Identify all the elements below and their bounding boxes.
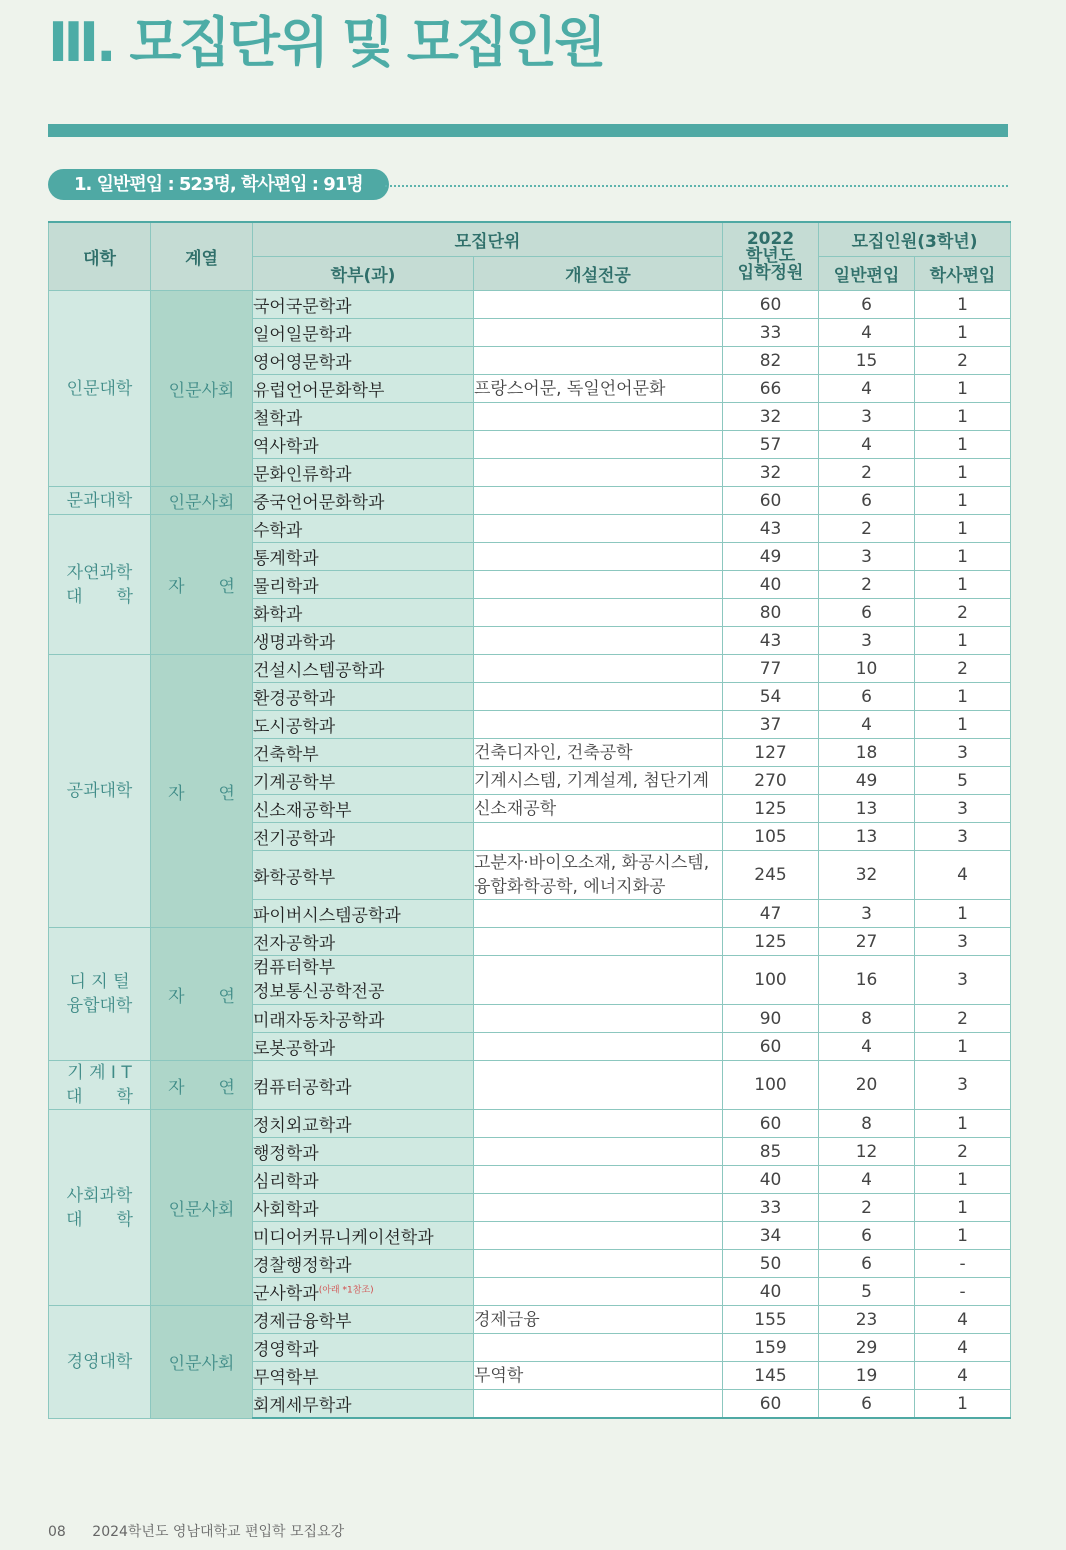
college-cell-line: 대 학 <box>66 1087 133 1107</box>
dept-cell: 영어영문학과 <box>253 347 474 375</box>
dept-cell: 파이버시스템공학과 <box>253 900 474 928</box>
capacity-cell: 40 <box>723 1166 819 1194</box>
capacity-cell: 40 <box>723 1278 819 1306</box>
major-cell <box>474 1334 723 1362</box>
bachelor-quota-cell: 2 <box>915 1005 1011 1033</box>
bachelor-quota-cell: 1 <box>915 900 1011 928</box>
field-cell: 인문사회 <box>151 487 253 515</box>
general-quota-cell: 3 <box>819 900 915 928</box>
bachelor-quota-cell: 2 <box>915 347 1011 375</box>
capacity-cell: 43 <box>723 627 819 655</box>
capacity-cell: 245 <box>723 851 819 900</box>
dept-cell: 미래자동차공학과 <box>253 1005 474 1033</box>
bachelor-quota-cell: 1 <box>915 627 1011 655</box>
major-cell <box>474 403 723 431</box>
dept-cell: 전자공학과 <box>253 928 474 956</box>
general-quota-cell: 6 <box>819 1390 915 1419</box>
bachelor-quota-cell: 3 <box>915 1061 1011 1110</box>
dept-cell <box>253 956 474 1005</box>
page-footer <box>48 1521 344 1541</box>
major-cell <box>474 487 723 515</box>
general-quota-cell: 8 <box>819 1110 915 1138</box>
admission-quota-table <box>48 221 1011 1419</box>
bachelor-quota-cell: - <box>915 1250 1011 1278</box>
capacity-cell: 54 <box>723 683 819 711</box>
major-cell <box>474 1033 723 1061</box>
dept-cell: 환경공학과 <box>253 683 474 711</box>
dept-cell: 건축학부 <box>253 739 474 767</box>
major-cell: 신소재공학 <box>474 795 723 823</box>
table-row <box>49 1110 1011 1138</box>
general-quota-cell: 12 <box>819 1138 915 1166</box>
general-quota-cell: 3 <box>819 543 915 571</box>
capacity-cell: 105 <box>723 823 819 851</box>
major-cell <box>474 655 723 683</box>
bachelor-quota-cell: 2 <box>915 1138 1011 1166</box>
header-field: 계열 <box>151 222 253 291</box>
major-cell: 프랑스어문, 독일언어문화 <box>474 375 723 403</box>
general-quota-cell: 13 <box>819 795 915 823</box>
footnote-ref: (아래 *1참조) <box>318 1285 374 1296</box>
bachelor-quota-cell: 3 <box>915 823 1011 851</box>
dept-cell: 일어일문학과 <box>253 319 474 347</box>
bachelor-quota-cell: 1 <box>915 515 1011 543</box>
header-dept: 학부(과) <box>253 257 474 291</box>
major-cell <box>474 459 723 487</box>
major-cell <box>474 711 723 739</box>
capacity-cell: 85 <box>723 1138 819 1166</box>
major-cell <box>474 1390 723 1419</box>
general-quota-cell: 4 <box>819 1033 915 1061</box>
dept-cell: 중국언어문화학과 <box>253 487 474 515</box>
dept-cell: 역사학과 <box>253 431 474 459</box>
bachelor-quota-cell: 1 <box>915 571 1011 599</box>
bachelor-quota-cell: 3 <box>915 956 1011 1005</box>
college-cell-line: 디 지 털 <box>69 972 130 992</box>
general-quota-cell: 2 <box>819 515 915 543</box>
major-cell <box>474 1250 723 1278</box>
table-row <box>49 1061 1011 1110</box>
dept-cell: 물리학과 <box>253 571 474 599</box>
table-row <box>49 928 1011 956</box>
dept-cell: 컴퓨터공학과 <box>253 1061 474 1110</box>
header-college: 대학 <box>49 222 151 291</box>
major-cell <box>474 1061 723 1110</box>
general-quota-cell: 6 <box>819 291 915 319</box>
general-quota-cell: 23 <box>819 1306 915 1334</box>
capacity-cell: 57 <box>723 431 819 459</box>
capacity-cell: 82 <box>723 347 819 375</box>
college-cell <box>49 1110 151 1306</box>
general-quota-cell: 6 <box>819 599 915 627</box>
major-cell-line: 융합화학공학, 에너지화공 <box>474 877 666 897</box>
page-title: Ⅲ. 모집단위 및 모집인원 <box>48 11 604 74</box>
bachelor-quota-cell: 4 <box>915 1306 1011 1334</box>
major-cell <box>474 683 723 711</box>
general-quota-cell: 8 <box>819 1005 915 1033</box>
bachelor-quota-cell: 1 <box>915 1222 1011 1250</box>
dept-label: 군사학과 <box>253 1284 319 1304</box>
major-cell <box>474 1278 723 1306</box>
bachelor-quota-cell: 1 <box>915 683 1011 711</box>
general-quota-cell: 6 <box>819 1222 915 1250</box>
capacity-cell: 60 <box>723 291 819 319</box>
dept-cell: 신소재공학부 <box>253 795 474 823</box>
major-cell: 건축디자인, 건축공학 <box>474 739 723 767</box>
bachelor-quota-cell: 1 <box>915 403 1011 431</box>
major-cell <box>474 627 723 655</box>
capacity-cell: 155 <box>723 1306 819 1334</box>
bachelor-quota-cell: 1 <box>915 1194 1011 1222</box>
general-quota-cell: 13 <box>819 823 915 851</box>
bachelor-quota-cell: 4 <box>915 851 1011 900</box>
dept-cell: 생명과학과 <box>253 627 474 655</box>
dept-cell: 행정학과 <box>253 1138 474 1166</box>
header-general: 일반편입 <box>819 257 915 291</box>
college-cell-line: 공과대학 <box>66 781 133 801</box>
major-cell <box>474 956 723 1005</box>
dept-cell: 미디어커뮤니케이션학과 <box>253 1222 474 1250</box>
capacity-cell: 159 <box>723 1334 819 1362</box>
header-capacity-line3: 입학정원 <box>737 263 804 283</box>
capacity-cell: 145 <box>723 1362 819 1390</box>
major-cell <box>474 823 723 851</box>
header-capacity-line2: 학년도 <box>745 246 796 266</box>
general-quota-cell: 6 <box>819 487 915 515</box>
general-quota-cell: 4 <box>819 319 915 347</box>
page-number: 08 <box>48 1524 66 1540</box>
dept-cell: 경영학과 <box>253 1334 474 1362</box>
capacity-cell: 32 <box>723 403 819 431</box>
bachelor-quota-cell: 1 <box>915 431 1011 459</box>
major-cell: 기계시스템, 기계설계, 첨단기계 <box>474 767 723 795</box>
dept-cell: 회계세무학과 <box>253 1390 474 1419</box>
bachelor-quota-cell: 1 <box>915 487 1011 515</box>
major-cell <box>474 431 723 459</box>
capacity-cell: 270 <box>723 767 819 795</box>
field-cell: 자 연 <box>151 1061 253 1110</box>
field-cell: 인문사회 <box>151 1306 253 1419</box>
general-quota-cell: 20 <box>819 1061 915 1110</box>
capacity-cell: 43 <box>723 515 819 543</box>
dept-cell: 로봇공학과 <box>253 1033 474 1061</box>
table-row <box>49 655 1011 683</box>
general-quota-cell: 5 <box>819 1278 915 1306</box>
bachelor-quota-cell: 2 <box>915 655 1011 683</box>
bachelor-quota-cell: 1 <box>915 543 1011 571</box>
field-cell: 자 연 <box>151 655 253 928</box>
major-cell <box>474 1005 723 1033</box>
college-cell-line: 문과대학 <box>66 490 133 511</box>
general-quota-cell: 10 <box>819 655 915 683</box>
bachelor-quota-cell: 1 <box>915 459 1011 487</box>
dept-cell: 무역학부 <box>253 1362 474 1390</box>
table-row <box>49 515 1011 543</box>
capacity-cell: 77 <box>723 655 819 683</box>
major-cell <box>474 1194 723 1222</box>
capacity-cell: 90 <box>723 1005 819 1033</box>
dept-cell-line: 정보통신공학전공 <box>253 982 385 1002</box>
major-cell <box>474 1166 723 1194</box>
bachelor-quota-cell: 1 <box>915 319 1011 347</box>
capacity-cell: 47 <box>723 900 819 928</box>
general-quota-cell: 27 <box>819 928 915 956</box>
bachelor-quota-cell: 2 <box>915 599 1011 627</box>
general-quota-cell: 4 <box>819 711 915 739</box>
field-cell: 인문사회 <box>151 291 253 487</box>
major-cell <box>474 515 723 543</box>
title-divider-bar <box>48 124 1008 137</box>
field-cell: 인문사회 <box>151 1110 253 1306</box>
dept-cell: 전기공학과 <box>253 823 474 851</box>
general-quota-cell: 6 <box>819 683 915 711</box>
college-cell-line: 융합대학 <box>66 996 133 1016</box>
section-title: 1. 일반편입 : 523명, 학사편입 : 91명 <box>48 169 389 200</box>
general-quota-cell: 2 <box>819 459 915 487</box>
dept-cell: 문화인류학과 <box>253 459 474 487</box>
capacity-cell: 100 <box>723 956 819 1005</box>
capacity-cell: 34 <box>723 1222 819 1250</box>
capacity-cell: 33 <box>723 1194 819 1222</box>
college-cell-line: 대 학 <box>66 586 133 607</box>
header-capacity-year: 2022 <box>746 229 795 249</box>
capacity-cell: 33 <box>723 319 819 347</box>
field-cell: 자 연 <box>151 515 253 655</box>
capacity-cell: 60 <box>723 1390 819 1419</box>
capacity-cell: 127 <box>723 739 819 767</box>
major-cell: 경제금융 <box>474 1306 723 1334</box>
bachelor-quota-cell: 3 <box>915 795 1011 823</box>
table-row <box>49 1306 1011 1334</box>
major-cell: 무역학 <box>474 1362 723 1390</box>
major-cell-line: 고분자·바이오소재, 화공시스템, <box>474 853 710 873</box>
capacity-cell: 49 <box>723 543 819 571</box>
capacity-cell: 60 <box>723 487 819 515</box>
major-cell <box>474 1222 723 1250</box>
dept-cell-line: 컴퓨터학부 <box>253 958 336 978</box>
college-cell <box>49 1061 151 1110</box>
major-cell <box>474 319 723 347</box>
table-row <box>49 487 1011 515</box>
bachelor-quota-cell: 1 <box>915 1033 1011 1061</box>
capacity-cell: 80 <box>723 599 819 627</box>
college-cell <box>49 928 151 1061</box>
dept-cell: 철학과 <box>253 403 474 431</box>
capacity-cell: 100 <box>723 1061 819 1110</box>
general-quota-cell: 3 <box>819 627 915 655</box>
capacity-cell: 60 <box>723 1033 819 1061</box>
major-cell <box>474 851 723 900</box>
general-quota-cell: 32 <box>819 851 915 900</box>
bachelor-quota-cell: 4 <box>915 1362 1011 1390</box>
general-quota-cell: 15 <box>819 347 915 375</box>
general-quota-cell: 3 <box>819 403 915 431</box>
table-row <box>49 291 1011 319</box>
dept-cell: 국어국문학과 <box>253 291 474 319</box>
general-quota-cell: 6 <box>819 1250 915 1278</box>
capacity-cell: 37 <box>723 711 819 739</box>
major-cell <box>474 928 723 956</box>
general-quota-cell: 49 <box>819 767 915 795</box>
college-cell-line: 대 학 <box>66 1209 133 1230</box>
bachelor-quota-cell: 3 <box>915 928 1011 956</box>
dept-cell: 화학과 <box>253 599 474 627</box>
header-quota: 모집인원(3학년) <box>819 222 1011 257</box>
header-unit: 모집단위 <box>253 222 723 257</box>
bachelor-quota-cell: 1 <box>915 375 1011 403</box>
general-quota-cell: 4 <box>819 1166 915 1194</box>
major-cell <box>474 347 723 375</box>
general-quota-cell: 16 <box>819 956 915 1005</box>
major-cell <box>474 291 723 319</box>
dept-cell: 심리학과 <box>253 1166 474 1194</box>
major-cell <box>474 1138 723 1166</box>
header-bachelor: 학사편입 <box>915 257 1011 291</box>
general-quota-cell: 4 <box>819 375 915 403</box>
dept-cell: 기계공학부 <box>253 767 474 795</box>
general-quota-cell: 29 <box>819 1334 915 1362</box>
general-quota-cell: 19 <box>819 1362 915 1390</box>
college-cell <box>49 487 151 515</box>
bachelor-quota-cell: 4 <box>915 1334 1011 1362</box>
capacity-cell: 40 <box>723 571 819 599</box>
dept-cell: 사회학과 <box>253 1194 474 1222</box>
dept-cell: 건설시스템공학과 <box>253 655 474 683</box>
major-cell <box>474 1110 723 1138</box>
bachelor-quota-cell: - <box>915 1278 1011 1306</box>
dept-cell: 화학공학부 <box>253 851 474 900</box>
college-cell <box>49 655 151 928</box>
dept-cell: 유럽언어문화학부 <box>253 375 474 403</box>
bachelor-quota-cell: 1 <box>915 1166 1011 1194</box>
dept-cell: 경제금융학부 <box>253 1306 474 1334</box>
college-cell-line: 사회과학 <box>66 1185 133 1206</box>
bachelor-quota-cell: 1 <box>915 1110 1011 1138</box>
bachelor-quota-cell: 1 <box>915 711 1011 739</box>
college-cell-line: 인문대학 <box>66 378 133 399</box>
bachelor-quota-cell: 5 <box>915 767 1011 795</box>
table-body <box>49 291 1011 1419</box>
capacity-cell: 125 <box>723 795 819 823</box>
section-dotted-rule <box>385 185 1008 187</box>
dept-cell: 경찰행정학과 <box>253 1250 474 1278</box>
dept-cell <box>253 1278 474 1306</box>
capacity-cell: 125 <box>723 928 819 956</box>
capacity-cell: 50 <box>723 1250 819 1278</box>
dept-cell: 수학과 <box>253 515 474 543</box>
capacity-cell: 66 <box>723 375 819 403</box>
major-cell <box>474 900 723 928</box>
major-cell <box>474 543 723 571</box>
major-cell <box>474 599 723 627</box>
college-cell-line: 자연과학 <box>66 562 133 583</box>
capacity-cell: 32 <box>723 459 819 487</box>
dept-cell: 통계학과 <box>253 543 474 571</box>
bachelor-quota-cell: 3 <box>915 739 1011 767</box>
header-major: 개설전공 <box>474 257 723 291</box>
general-quota-cell: 4 <box>819 431 915 459</box>
bachelor-quota-cell: 1 <box>915 291 1011 319</box>
field-cell: 자 연 <box>151 928 253 1061</box>
bachelor-quota-cell: 1 <box>915 1390 1011 1419</box>
header-capacity <box>723 222 819 291</box>
college-cell-line: 기 계 I T <box>67 1063 132 1083</box>
footer-doc-title: 2024학년도 영남대학교 편입학 모집요강 <box>92 1524 345 1540</box>
dept-cell: 정치외교학과 <box>253 1110 474 1138</box>
dept-cell: 도시공학과 <box>253 711 474 739</box>
general-quota-cell: 18 <box>819 739 915 767</box>
capacity-cell: 60 <box>723 1110 819 1138</box>
general-quota-cell: 2 <box>819 571 915 599</box>
college-cell <box>49 515 151 655</box>
general-quota-cell: 2 <box>819 1194 915 1222</box>
college-cell-line: 경영대학 <box>66 1351 133 1372</box>
major-cell <box>474 571 723 599</box>
college-cell <box>49 1306 151 1419</box>
table-header <box>49 222 1011 291</box>
college-cell <box>49 291 151 487</box>
